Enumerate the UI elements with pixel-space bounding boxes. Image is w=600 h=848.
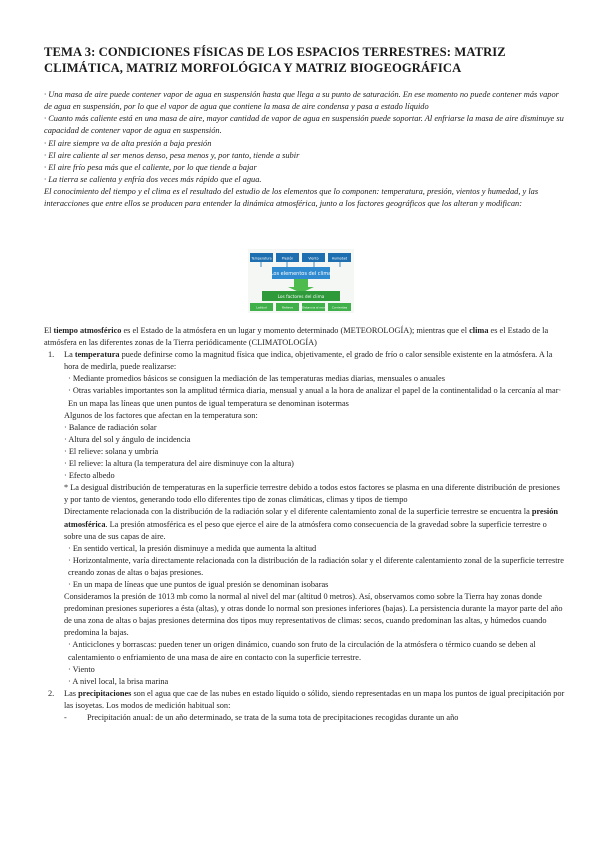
intro-note: · La tierra se calienta y enfría dos veces más rápido que el agua. <box>44 175 262 185</box>
diagram-bottom-box-label: Latitud <box>256 305 267 310</box>
bullet: · A nivel local, la brisa marina <box>68 676 169 686</box>
intro-note: · Cuanto más caliente está en una masa de aire, mayor cantidad de vapor de agua en suspensión puede soportar. Al enfriarse la masa de aire disminuye su capacidad de contener vapor de agua en suspensión. <box>44 114 564 136</box>
list-item-temperature <box>44 349 566 373</box>
intro-notes <box>44 89 564 211</box>
bullet: · En sentido vertical, la presión disminuye a medida que aumenta la altitud <box>68 543 317 553</box>
main-text <box>44 325 566 724</box>
factor-item: · Balance de radiación solar <box>64 422 157 432</box>
factor-item: · Altura del sol y ángulo de incidencia <box>64 434 191 444</box>
factor-item: · El relieve: la altura (la temperatura del aire disminuye con la altura) <box>64 459 294 469</box>
bullet: · Otras variables importantes son la amplitud térmica diaria, mensual y anual a la hora de analizar el papel de la continentalidad o la cercanía al mar· En un mapa las líneas que unen puntos de igual temperatura se denominan isotermas <box>68 386 562 408</box>
intro-note: · El aire siempre va de alta presión a baja presión <box>44 138 212 148</box>
temperature-definition: La temperatura puede definirse como la magnitud física que indica, objetivamente, el grado de frío o calor sensible existente en la atmósfera. A la hora de medirla, puede realizarse: <box>64 350 553 372</box>
diagram-top-box-label: Presión <box>281 256 294 261</box>
diagram-top-box-label: Temperatura <box>251 256 272 261</box>
diagram-factors-label: Los factores del clima <box>277 295 325 300</box>
dash-marker: - <box>64 713 67 722</box>
bullet: · Horizontalmente, varía directamente relacionada con la distribución de la radiación solar y el diferente calentamiento zonal de la superficie terrestre creando zonas de altas o bajas presiones. <box>68 555 564 577</box>
intro-paragraph: El conocimiento del tiempo y el clima es el resultado del estudio de los elementos que lo componen: temperatura, presión, vientos y humedad, y las interacciones que entre ellos se producen para entender la dinámica atmosférica, junto a los factores geográficos que los alteran y modifican: <box>44 187 539 209</box>
factors-title: Algunos de los factores que afectan en la temperatura son: <box>64 410 258 420</box>
bullet: · Viento <box>68 664 95 674</box>
annual-precipitation: Precipitación anual: de un año determinado, se trata de la suma tota de precipitaciones recogidas durante un año <box>87 713 459 722</box>
bullet: · Mediante promedios básicos se consiguen la mediación de las temperaturas medias diarias, mensuales o anuales <box>68 374 445 384</box>
list-item-precipitation <box>44 688 566 712</box>
pressure-definition: Directamente relacionada con la distribución de la radiación solar y el diferente calentamiento zonal de la superficie terrestre se encuentra la presión atmosférica. La presión atmosférica es el peso que ejerce el aire de la atmósfera como consecuencia de la gravedad sobre la superficie terrestre o sobre una de sus capas de aire. <box>64 507 558 541</box>
list-number: 2. <box>48 688 55 698</box>
weather-climate-definition: El tiempo atmosférico es el Estado de la atmósfera en un lugar y momento determinado (METEOROLOGÍA); mientras que el clima es el Estado de la atmósfera en las diferentes zonas de la Tierra periódicamente (CLIMATOLOGÍA) <box>44 326 549 348</box>
diagram-center-label: Los elementos del clima <box>270 271 332 277</box>
diagram-bottom-box-label: Distancia al mar <box>302 305 325 310</box>
intro-note: · Una masa de aire puede contener vapor de agua en suspensión hasta que llega a su punto de saturación. En ese momento no puede contener más vapor de agua en suspensión, por lo que el vapor de agua que contiene la masa de aire condensa y pasa a estado líquido <box>44 90 559 112</box>
page-title: TEMA 3: CONDICIONES FÍSICAS DE LOS ESPACIOS TERRESTRES: MATRIZ CLIMÁTICA, MATRIZ MORFOLÓGICA Y MATRIZ BIOGEOGRÁFICA <box>44 45 506 75</box>
list-number: 1. <box>48 350 55 360</box>
bullet: · En un mapa de líneas que une puntos de igual presión se denominan isobaras <box>68 579 329 589</box>
intro-note: · El aire caliente al ser menos denso, pesa menos y, por tanto, tiende a subir <box>44 150 300 160</box>
pressure-paragraph: Consideramos la presión de 1013 mb como la normal al nivel del mar (altitud 0 metros). Así, observamos como sobre la Tierra hay zonas donde predominan presiones superiores a ésta (altas), y otras donde lo normal son presiones inferiores (bajas). La persistencia durante la mayor parte del año de una zona de altas o bajas presiones determina dos tipos muy representativos de climas: secos, cuando predominan las altas, y húmedos cuando predomina la bajas. <box>64 592 563 638</box>
dash-list-item <box>44 712 566 724</box>
diagram-top-box-label: Humedad <box>331 256 348 261</box>
factor-item: · Efecto albedo <box>64 471 115 481</box>
precipitation-definition: Las precipitaciones son el agua que cae de las nubes en estado líquido o sólido, siendo representadas en un mapa los puntos de igual precipitación por las isoyetas. Los modos de medición habitual son: <box>64 688 565 710</box>
bullet: · Anticiclones y borrascas: pueden tener un origen dinámico, cuando son fruto de la circulación de la atmósfera o térmico cuando se deben al calentamiento o enfriamiento de una masa de aire en contacto con la superficie terrestre. <box>68 640 536 662</box>
factor-item: · El relieve: solana y umbría <box>64 446 159 456</box>
climate-elements-diagram <box>248 249 354 313</box>
intro-note: · El aire frío pesa más que el caliente, por lo que tiende a bajar <box>44 162 257 172</box>
diagram-bottom-box-label: Relieve <box>282 305 293 310</box>
diagram-top-box-label: Viento <box>308 256 319 261</box>
temperature-note: * La desigual distribución de temperaturas en la superficie terrestre debido a todos estos factores se plasma en una diferente distribución de presiones y por tanto de vientos, generando todo ello diferentes tipo de zonas climáticas, climas y tipos de tiempo <box>64 483 560 505</box>
diagram-bottom-box-label: Corrientes <box>331 305 348 310</box>
